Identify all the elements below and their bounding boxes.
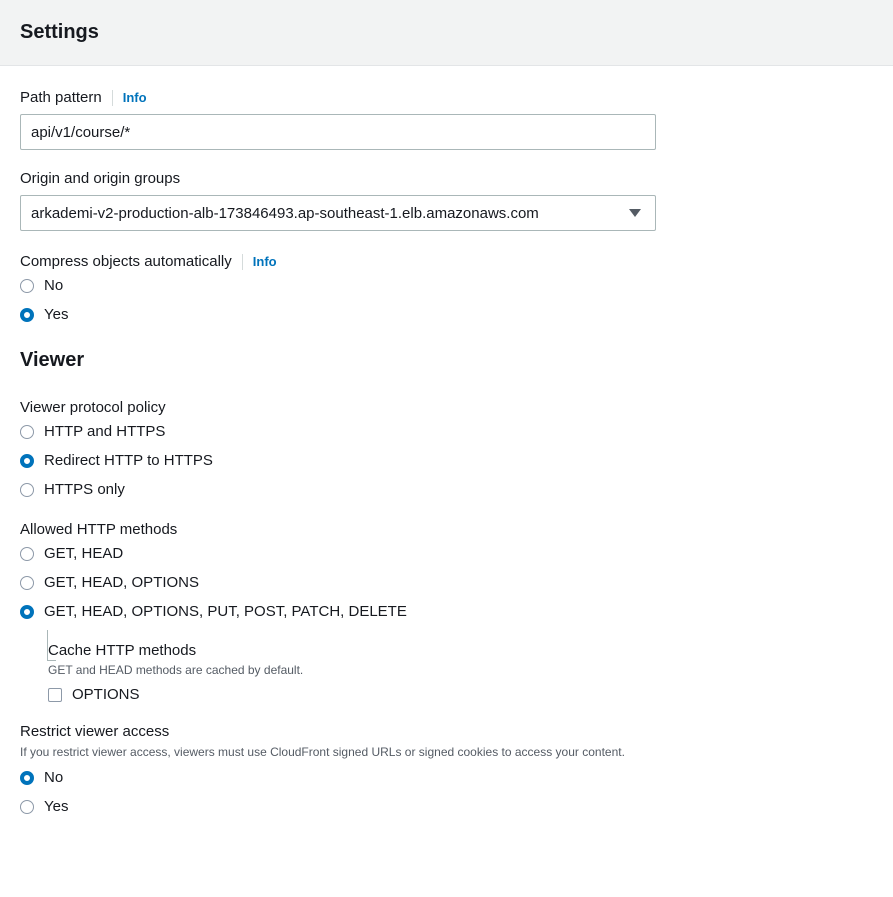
methods-radio-get-head[interactable] [20, 539, 873, 568]
radio-unselected-icon[interactable] [20, 547, 34, 561]
methods-radio-group [20, 539, 873, 626]
radio-label: Redirect HTTP to HTTPS [44, 452, 213, 469]
path-pattern-label: Path pattern [20, 89, 102, 106]
methods-label-row [20, 521, 873, 538]
tree-connector [47, 630, 56, 661]
methods-label: Allowed HTTP methods [20, 521, 178, 538]
radio-unselected-icon[interactable] [20, 576, 34, 590]
origin-select[interactable] [20, 195, 656, 231]
caret-down-icon [629, 209, 641, 217]
cache-methods-group [20, 626, 873, 709]
radio-label: GET, HEAD [44, 545, 124, 562]
radio-label: No [44, 769, 64, 786]
restrict-radio-no[interactable] [20, 763, 873, 792]
protocol-label-row [20, 399, 873, 416]
compress-label-row [20, 253, 873, 270]
compress-radio-no[interactable] [20, 271, 873, 300]
restrict-radio-group [20, 763, 873, 821]
compress-radio-yes[interactable] [20, 300, 873, 329]
settings-header [0, 0, 893, 66]
radio-label: Yes [44, 306, 69, 323]
radio-label: No [44, 277, 64, 294]
restrict-radio-yes[interactable] [20, 792, 873, 821]
compress-info-link[interactable]: Info [252, 254, 277, 269]
methods-radio-get-head-options[interactable] [20, 568, 873, 597]
radio-unselected-icon[interactable] [20, 425, 34, 439]
protocol-radio-group [20, 417, 873, 504]
page-title: Settings [20, 21, 99, 43]
radio-unselected-icon[interactable] [20, 279, 34, 293]
cache-options-checkbox-row[interactable] [48, 680, 873, 709]
checkbox-label: OPTIONS [72, 686, 140, 703]
restrict-label-row [20, 723, 873, 740]
compress-label: Compress objects automatically [20, 253, 232, 270]
origin-select-value: arkademi-v2-production-alb-173846493.ap-southeast-1.elb.amazonaws.com [31, 204, 539, 222]
divider [242, 254, 243, 270]
divider [112, 90, 113, 106]
radio-selected-icon[interactable] [20, 454, 34, 468]
radio-selected-icon[interactable] [20, 605, 34, 619]
radio-label: GET, HEAD, OPTIONS [44, 574, 200, 591]
radio-selected-icon[interactable] [20, 308, 34, 322]
radio-unselected-icon[interactable] [20, 483, 34, 497]
radio-label: HTTP and HTTPS [44, 423, 166, 440]
cache-label-row [48, 642, 873, 659]
path-pattern-info-link[interactable]: Info [122, 90, 147, 105]
cache-description: GET and HEAD methods are cached by default. [48, 663, 304, 677]
path-pattern-label-row [20, 89, 873, 106]
restrict-label: Restrict viewer access [20, 723, 170, 740]
radio-selected-icon[interactable] [20, 771, 34, 785]
protocol-label: Viewer protocol policy [20, 399, 166, 416]
protocol-radio-http-https[interactable] [20, 417, 873, 446]
viewer-section-title: Viewer [20, 349, 85, 371]
radio-unselected-icon[interactable] [20, 800, 34, 814]
protocol-radio-redirect[interactable] [20, 446, 873, 475]
origin-label: Origin and origin groups [20, 170, 181, 187]
methods-radio-all[interactable] [20, 597, 873, 626]
checkbox-icon[interactable] [48, 688, 62, 702]
compress-radio-group [20, 271, 873, 329]
origin-label-row [20, 170, 873, 187]
settings-form [0, 89, 893, 821]
path-pattern-input[interactable] [20, 114, 656, 150]
restrict-description: If you restrict viewer access, viewers must use CloudFront signed URLs or signed cookies to access your content. [20, 745, 625, 759]
cache-label: Cache HTTP methods [48, 642, 197, 659]
radio-label: Yes [44, 798, 69, 815]
protocol-radio-https-only[interactable] [20, 475, 873, 504]
radio-label: HTTPS only [44, 481, 125, 498]
radio-label: GET, HEAD, OPTIONS, PUT, POST, PATCH, DELETE [44, 603, 407, 620]
